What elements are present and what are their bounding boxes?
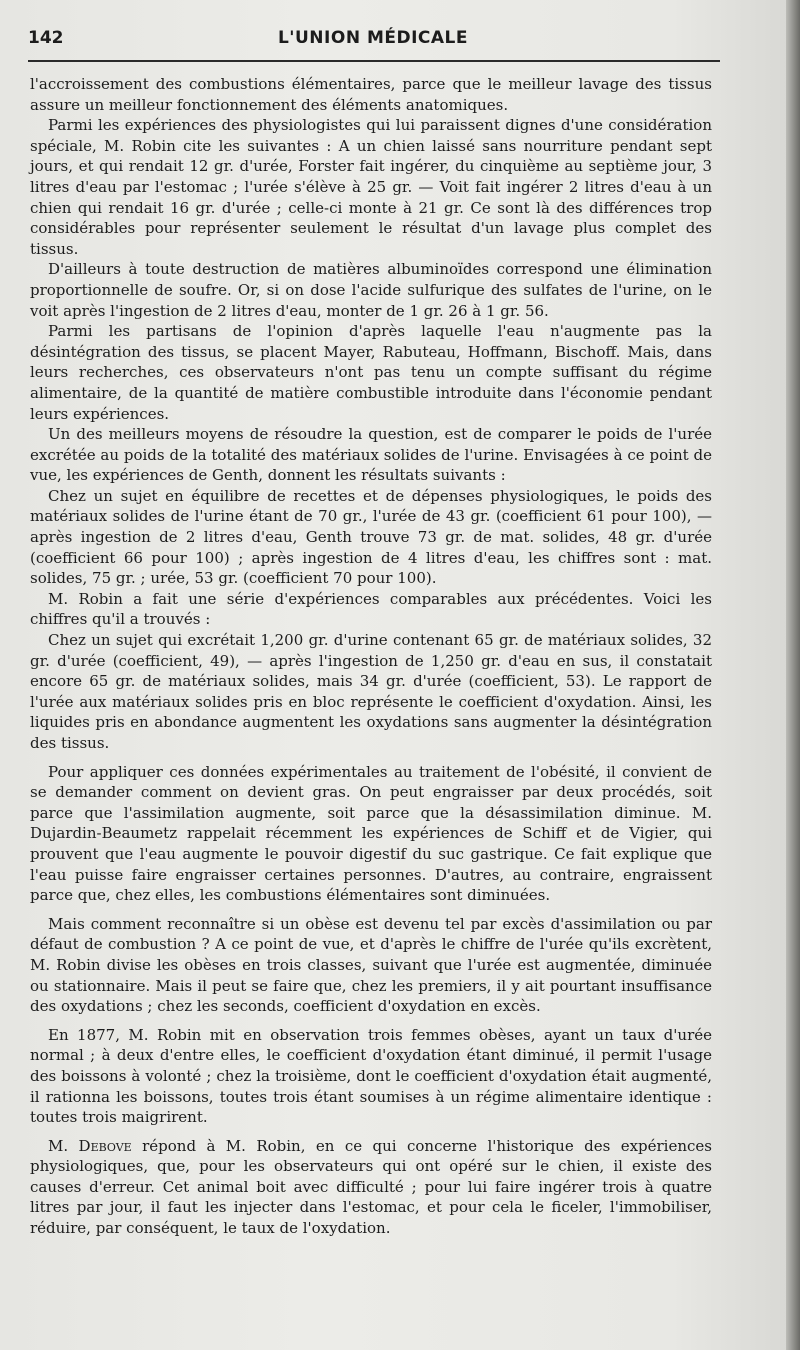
paragraph: D'ailleurs à toute destruction de matières albuminoïdes correspond une élimination proportionnelle de soufre. Or, si on dose l'acide sulfurique des sulfates de l'urine, on le voit après l'ingestion de 2 litres d'eau, monter de 1 gr. 26 à 1 gr. 56.	[30, 260, 712, 320]
debove-name: Debove	[78, 1136, 132, 1155]
debove-prefix: M.	[48, 1136, 79, 1155]
page-number: 142	[28, 28, 64, 48]
paragraph: Parmi les partisans de l'opinion d'après laquelle l'eau n'augmente pas la désintégration des tissus, se placent Mayer, Rabuteau, Hoffmann, Bischoff. Mais, dans leurs recherches, ces observateurs n'ont pas tenu un compte suffisant du régime alimentaire, de la quantité de matière combustible introduite dans l'économie pendant leurs expériences.	[30, 322, 712, 423]
paragraph: l'accroissement des combustions élémentaires, parce que le meilleur lavage des tissus assure un meilleur fonctionnement des éléments anatomiques.	[30, 75, 712, 114]
header-rule	[28, 60, 720, 62]
debove-text: répond à M. Robin, en ce qui concerne l'historique des expériences physiologiques, que, pour les observateurs qui ont opéré sur le chien, il existe des causes d'erreur. Cet animal boit avec difficulté ; pour lui faire ingérer trois à quatre litres par jour, il faut les injecter dans l'estomac, et pour cela le ficeler, l'immobiliser, réduire, par conséquent, le taux de l'oxydation.	[30, 1136, 712, 1238]
paragraph: Chez un sujet en équilibre de recettes et de dépenses physiologiques, le poids des matériaux solides de l'urine étant de 70 gr., l'urée de 43 gr. (coefficient 61 pour 100), — après ingestion de 2 litres d'eau, Genth trouve 73 gr. de mat. solides, 48 gr. d'urée (coefficient 66 pour 100) ; après ingestion de 4 litres d'eau, les chiffres sont : mat. solides, 75 gr. ; urée, 53 gr. (coefficient 70 pour 100).	[30, 486, 712, 588]
debove-paragraph	[30, 1136, 712, 1239]
paragraph: Un des meilleurs moyens de résoudre la question, est de comparer le poids de l'urée excrétée au poids de la totalité des matériaux solides de l'urine. Envisagées à ce point de vue, les expériences de Genth, donnent les résultats suivants :	[30, 425, 712, 485]
paragraph: Parmi les expériences des physiologistes qui lui paraissent dignes d'une considération spéciale, M. Robin cite les suivantes : A un chien laissé sans nourriture pendant sept jours, et qui rendait 12 gr. d'urée, Forster fait ingérer, du cinquième au septième jour, 3 litres d'eau par l'estomac ; l'urée s'élève à 25 gr. — Voit fait ingérer 2 litres d'eau à un chien qui rendait 16 gr. d'urée ; celle-ci monte à 21 gr. Ce sont là des différences trop considérables pour représenter seulement le résultat d'un lavage plus complet des tissus.	[30, 116, 712, 258]
paragraph: Mais comment reconnaître si un obèse est devenu tel par excès d'assimilation ou par défaut de combustion ? A ce point de vue, et d'après le chiffre de l'urée qu'ils excrètent, M. Robin divise les obèses en trois classes, suivant que l'urée est augmentée, diminuée ou stationnaire. Mais il peut se faire que, chez les premiers, il y ait pourtant insuffisance des oxydations ; chez les seconds, coefficient d'oxydation en excès.	[30, 914, 712, 1016]
paragraph: M. Robin a fait une série d'expériences comparables aux précédentes. Voici les chiffres qu'il a trouvés :	[30, 589, 712, 629]
paragraph: En 1877, M. Robin mit en observation trois femmes obèses, ayant un taux d'urée normal ; à deux d'entre elles, le coefficient d'oxydation étant diminué, il permit l'usage des boissons à volonté ; chez la troisième, dont le coefficient d'oxydation était augmenté, il rationna les boissons, toutes trois étant soumises à un régime alimentaire identique : toutes trois maigrirent.	[30, 1025, 712, 1127]
article-body	[30, 74, 712, 1239]
paragraph: Pour appliquer ces données expérimentales au traitement de l'obésité, il convient de se demander comment on devient gras. On peut engraisser par deux procédés, soit parce que l'assimilation augmente, soit parce que la désassimilation diminue. M. Dujardin-Beaumetz rappelait récemment les expériences de Schiff et de Vigier, qui prouvent que l'eau augmente le pouvoir digestif du suc gastrique. Ce fait explique que l'eau puisse faire engraisser certaines personnes. D'autres, au contraire, engraissent parce que, chez elles, les combustions élémentaires sont diminuées.	[30, 762, 712, 905]
page-header	[28, 28, 718, 58]
paragraph: Chez un sujet qui excrétait 1,200 gr. d'urine contenant 65 gr. de matériaux solides, 32 gr. d'urée (coefficient, 49), — après l'ingestion de 1,250 gr. d'eau en sus, il constatait encore 65 gr. de matériaux solides, mais 34 gr. d'urée (coefficient, 53). Le rapport de l'urée aux matériaux solides pris en bloc représente le coefficient d'oxydation. Ainsi, les liquides pris en abondance augmentent les oxydations sans augmenter la désintégration des tissus.	[30, 631, 712, 752]
running-title: L'UNION MÉDICALE	[277, 28, 469, 48]
page-binding-edge	[786, 0, 800, 1350]
